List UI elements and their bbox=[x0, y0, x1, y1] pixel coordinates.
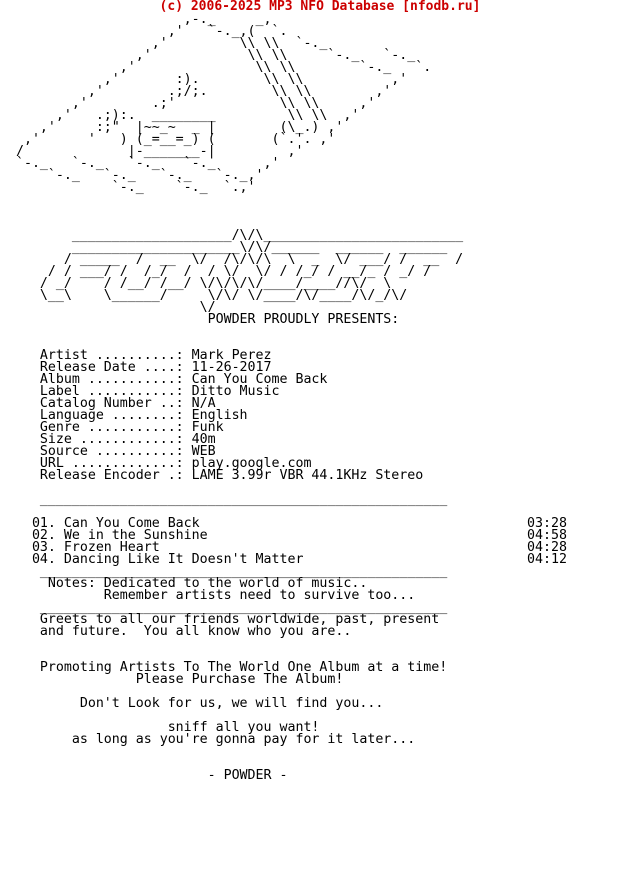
site-header: (c) 2006-2025 MP3 NFO Database [nfodb.ru] bbox=[159, 0, 481, 14]
nfo-text: ,-._ _, ,' `-._,( `. ,' \\ \\ `-._ ,' \\ \\ `-._ `-._ ,' \\ \\ `-._ `. ,' :). \\ \\ ,' ,' .;/;. \\ \\ ,' ,' .;' \\ \\ ,' ,' .;):. ________ \\ \\ ,' ,' :;" |~~_~ _ | (\_.) ,' ,' ' ) (_=__=_) ( (`.'. ,' / |-_______-| ,' `-._ `-._ `-._ `-._ ,' `-._ `-._ `-._ `-._,' `-._ `-._ `.,' ____________________/\/\_________________________ _____________________\/\/______ ______ ______ / _____ / __ \/ /\/\/\ \ _ \/ ___/ / __ / / / ___/ / /_/ / / \/ \/ / /_/ / __/_ / _/ / / _/ / /__/ /__/ \/\/\/\/____/____//\/ \ \__\ \______/ \/\/ \/____/\/____/\/_/\/ \/ POWDER PROUDLY PRESENTS: Artist ..........: Mark Perez Release Date ....: 11-26-2017 Album ...........: Can You Come Back Label ...........: Ditto Music Catalog Number ..: N/A Language ........: English Genre ...........: Funk Size ............: 40m Source ..........: WEB URL .............: play.google.com Release Encoder .: LAME 3.99r VBR 44.1KHz Stereo ___________________________________________________ 01. Can You Come Back 03:28 02. We in the Sunshine 04:58 03. Frozen Heart 04:28 04. Dancing Like It Doesn't Matter 04:12 ___________________________________________________ Notes: Dedicated to the world of music.. Remember artists need to survive too... ___________________________________________________ Greets to all our friends worldwide, past, present and future. You all know who you are.. Promoting Artists To The World One Album at a time! Please Purchase The Album! Don't Look for us, we will find you... sniff all you want! as long as you're gonna pay for it later... - POWDER - bbox=[15, 12, 567, 783]
